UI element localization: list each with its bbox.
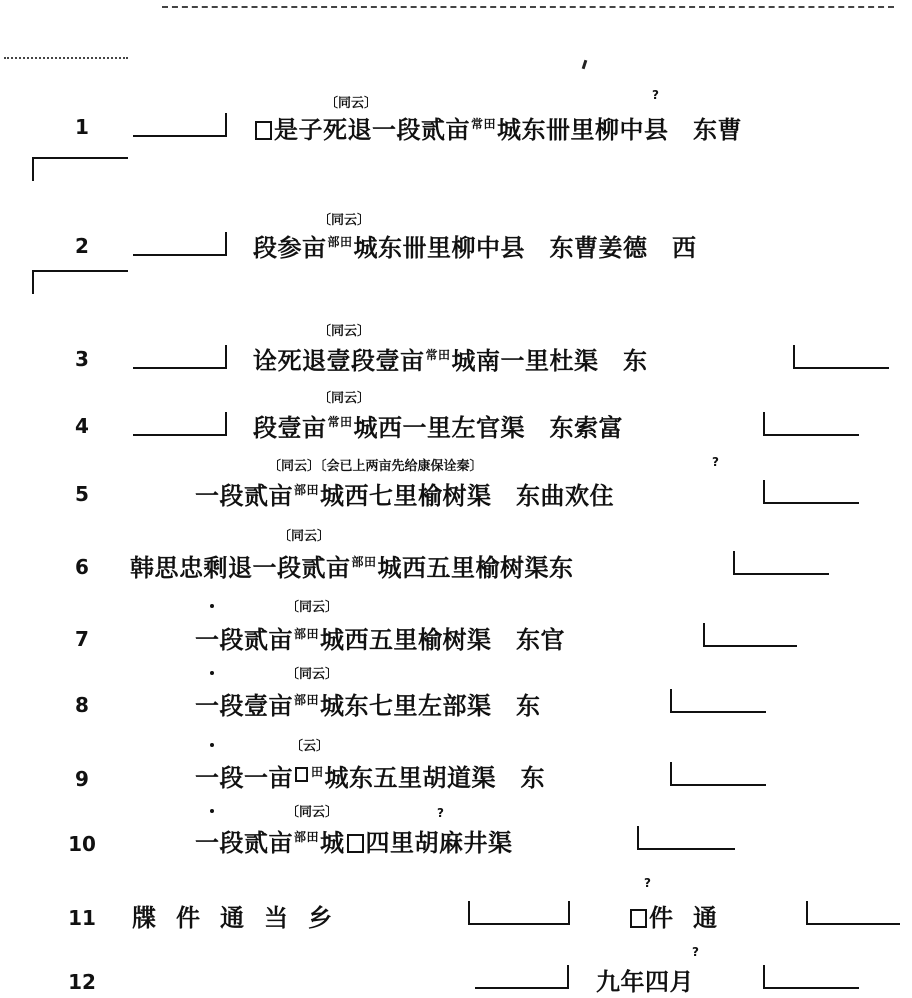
line-number: 3 bbox=[75, 347, 89, 371]
line-number: 6 bbox=[75, 555, 89, 579]
text-segment: 四里胡麻井渠 bbox=[365, 828, 513, 857]
dot-mark bbox=[210, 809, 214, 813]
superscript-note: 田 bbox=[311, 765, 324, 779]
lacuna-mark bbox=[763, 412, 859, 436]
text-segment: 一段壹亩 bbox=[195, 691, 293, 720]
text-line bbox=[195, 476, 614, 511]
missing-char-box bbox=[255, 121, 272, 140]
text-line: 九年四月 bbox=[596, 967, 694, 996]
line-number: 7 bbox=[75, 627, 89, 651]
lacuna-mark bbox=[670, 762, 766, 786]
text-segment: 韩思忠剩退一段贰亩 bbox=[130, 553, 351, 582]
query-mark: ? bbox=[712, 455, 719, 469]
annotation: 〔同云〕 bbox=[286, 805, 339, 820]
superscript-note: 部田 bbox=[294, 483, 320, 497]
text-segment: 城东卌里柳中县 东曹姜德 西 bbox=[353, 233, 697, 262]
annotation: 〔同云〕 bbox=[318, 324, 371, 339]
lacuna-mark bbox=[670, 689, 766, 713]
text-segment: 城南一里杜渠 东 bbox=[451, 346, 648, 375]
lacuna-mark bbox=[637, 826, 735, 850]
superscript-note: 常田 bbox=[471, 117, 497, 131]
text-segment: 诠死退壹段壹亩 bbox=[253, 346, 425, 375]
text-line bbox=[195, 620, 565, 655]
ink-speck bbox=[582, 60, 588, 69]
line-number: 2 bbox=[75, 234, 89, 258]
left-break-line bbox=[4, 57, 128, 59]
text-segment: 城西一里左官渠 东索富 bbox=[353, 413, 624, 442]
dot-mark bbox=[210, 671, 214, 675]
lacuna-mark bbox=[133, 232, 227, 256]
text-segment: 城西五里榆树渠 东官 bbox=[320, 625, 566, 654]
line-number: 1 bbox=[75, 115, 89, 139]
text-segment: 是子死退一段贰亩 bbox=[274, 115, 470, 144]
text-segment: 段参亩 bbox=[253, 233, 327, 262]
lacuna-mark bbox=[763, 965, 859, 989]
text-segment: 一段贰亩 bbox=[195, 828, 293, 857]
annotation: 〔同云〕 bbox=[318, 213, 371, 228]
lacuna-mark bbox=[32, 157, 34, 181]
line-number: 8 bbox=[75, 693, 89, 717]
lacuna-mark bbox=[32, 270, 34, 294]
lacuna-mark bbox=[32, 270, 128, 294]
line-number: 9 bbox=[75, 767, 89, 791]
text-line bbox=[253, 408, 623, 443]
annotation: 〔同云〕〔会已上两亩先给康保诠秦〕 bbox=[268, 459, 483, 474]
text-line bbox=[195, 823, 513, 858]
lacuna-mark bbox=[133, 113, 227, 137]
text-line bbox=[195, 758, 545, 793]
superscript-note: 常田 bbox=[425, 348, 451, 362]
annotation: 〔同云〕 bbox=[286, 600, 339, 615]
text-line bbox=[130, 548, 574, 583]
text-segment: 城 bbox=[320, 828, 345, 857]
superscript-note: 部田 bbox=[294, 693, 320, 707]
missing-char-box bbox=[295, 767, 308, 782]
line-number: 10 bbox=[68, 832, 96, 856]
text-segment: 城西七里榆树渠 东曲欢住 bbox=[320, 481, 615, 510]
text-segment: 一段贰亩 bbox=[195, 481, 293, 510]
text-line bbox=[195, 686, 541, 721]
query-mark: ? bbox=[692, 945, 699, 959]
line-number: 5 bbox=[75, 482, 89, 506]
text-line bbox=[628, 898, 737, 933]
text-line bbox=[253, 341, 648, 376]
query-mark: ? bbox=[652, 88, 659, 102]
lacuna-mark bbox=[806, 901, 900, 925]
missing-char-box bbox=[347, 834, 364, 853]
text-line bbox=[253, 110, 742, 145]
text-segment: 城西五里榆树渠东 bbox=[377, 553, 574, 582]
text-segment: 城东七里左部渠 东 bbox=[320, 691, 541, 720]
lacuna-mark bbox=[763, 480, 859, 504]
superscript-note: 常田 bbox=[327, 415, 353, 429]
text-segment: 件通 bbox=[649, 903, 737, 932]
lacuna-mark bbox=[468, 901, 570, 925]
query-mark: ? bbox=[644, 876, 651, 890]
text-line: 牒件通当乡 bbox=[132, 903, 352, 932]
text-segment: 一段一亩 bbox=[195, 763, 293, 792]
lacuna-mark bbox=[475, 965, 569, 989]
annotation: 〔同云〕 bbox=[278, 529, 331, 544]
missing-char-box bbox=[630, 909, 647, 928]
lacuna-mark bbox=[703, 623, 797, 647]
lacuna-mark bbox=[793, 345, 889, 369]
lacuna-mark bbox=[32, 157, 128, 181]
text-segment: 一段贰亩 bbox=[195, 625, 293, 654]
dot-mark bbox=[210, 604, 214, 608]
superscript-note: 部田 bbox=[351, 555, 377, 569]
top-break-line bbox=[162, 6, 894, 8]
text-line bbox=[253, 228, 697, 263]
lacuna-mark bbox=[133, 345, 227, 369]
line-number: 4 bbox=[75, 414, 89, 438]
line-number: 12 bbox=[68, 970, 96, 994]
superscript-note: 部田 bbox=[294, 830, 320, 844]
line-number: 11 bbox=[68, 906, 96, 930]
dot-mark bbox=[210, 743, 214, 747]
superscript-note: 部田 bbox=[327, 235, 353, 249]
annotation: 〔同云〕 bbox=[325, 96, 378, 111]
annotation: 〔云〕 bbox=[290, 739, 330, 754]
query-mark: ? bbox=[437, 806, 444, 820]
lacuna-mark bbox=[133, 412, 227, 436]
lacuna-mark bbox=[733, 551, 829, 575]
annotation: 〔同云〕 bbox=[318, 391, 371, 406]
superscript-note: 部田 bbox=[294, 627, 320, 641]
text-segment: 城东五里胡道渠 东 bbox=[324, 763, 546, 792]
text-segment: 城东卌里柳中县 东曹 bbox=[497, 115, 743, 144]
text-segment: 段壹亩 bbox=[253, 413, 327, 442]
annotation: 〔同云〕 bbox=[286, 667, 339, 682]
